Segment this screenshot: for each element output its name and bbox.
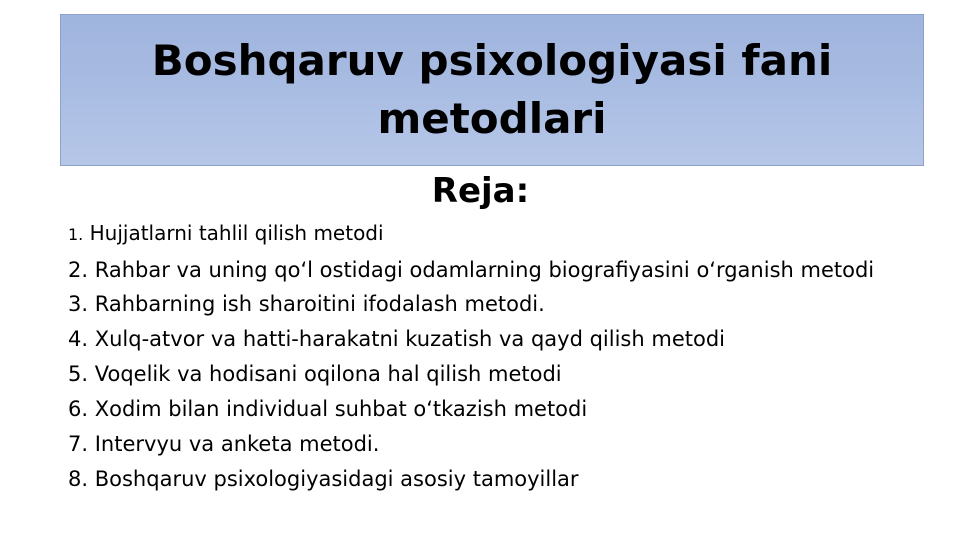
list-item-text: Voqelik va hodisani oqilona hal qilish metodi [94,362,562,386]
list-item [68,257,916,283]
plan-list [68,220,916,501]
list-item-text: Intervyu va anketa metodi. [94,432,380,456]
list-item [68,361,916,387]
list-item [68,431,916,457]
list-item [68,220,916,248]
list-item-text: Rahbarning ish sharoitini ifodalash metodi. [94,292,545,316]
list-item-number: 2. [68,258,89,282]
title-box [60,14,924,166]
list-item-number: 8. [68,467,89,491]
list-item-number: 7. [68,432,89,456]
list-item-text: Boshqaruv psixologiyasidagi asosiy tamoyillar [94,467,579,491]
list-item-text: Xulq-atvor va hatti-harakatni kuzatish va qayd qilish metodi [94,327,725,351]
list-item-number: 1. [68,225,84,244]
list-item-number: 5. [68,362,89,386]
list-item [68,326,916,352]
list-item-number: 4. [68,327,89,351]
list-item [68,466,916,492]
list-item [68,291,916,317]
list-item-number: 6. [68,397,89,421]
list-item [68,396,916,422]
list-item-text: Xodim bilan individual suhbat o‘tkazish metodi [94,397,588,421]
slide-title: Boshqaruv psixologiyasi fani metodlari [151,36,833,143]
list-item-number: 3. [68,292,89,316]
slide-subtitle: Reja: [431,171,530,211]
list-item-text: Hujjatlarni tahlil qilish metodi [89,221,384,245]
list-item-text: Rahbar va uning qo‘l ostidagi odamlarning biografiyasini o‘rganish metodi [94,258,875,282]
